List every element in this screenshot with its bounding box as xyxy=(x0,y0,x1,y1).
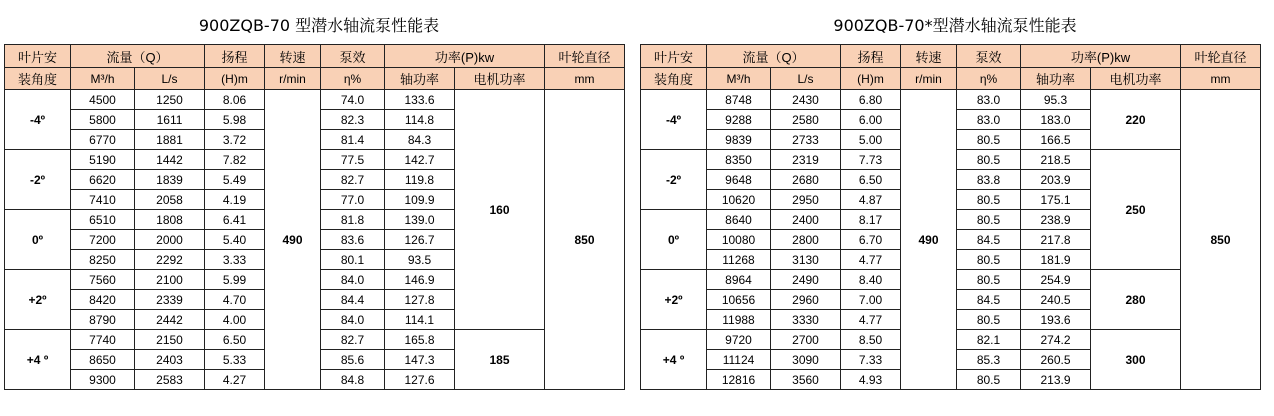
flow-ls: 2583 xyxy=(135,370,205,390)
header-speed: 转速 xyxy=(265,45,321,68)
head: 6.41 xyxy=(205,210,265,230)
efficiency: 85.6 xyxy=(321,350,385,370)
header-blade-angle-2: 装角度 xyxy=(5,68,71,90)
efficiency: 84.8 xyxy=(321,370,385,390)
flow-ls: 3090 xyxy=(771,350,841,370)
head: 6.50 xyxy=(205,330,265,350)
blade-angle: +2º xyxy=(5,270,71,330)
header-efficiency: 泵效 xyxy=(957,45,1021,68)
shaft-power: 240.5 xyxy=(1021,290,1091,310)
flow-ls: 2058 xyxy=(135,190,205,210)
flow-m3h: 4500 xyxy=(71,90,135,110)
flow-m3h: 8790 xyxy=(71,310,135,330)
blade-angle: +2º xyxy=(641,270,707,330)
efficiency: 83.8 xyxy=(957,170,1021,190)
motor-power: 160 xyxy=(455,90,545,330)
head: 5.98 xyxy=(205,110,265,130)
table-row xyxy=(641,90,1261,110)
head: 4.27 xyxy=(205,370,265,390)
header-blade-angle: 叶片安 xyxy=(5,45,71,68)
head: 8.40 xyxy=(841,270,901,290)
speed: 490 xyxy=(265,90,321,390)
flow-m3h: 5800 xyxy=(71,110,135,130)
efficiency: 83.0 xyxy=(957,110,1021,130)
head: 3.33 xyxy=(205,250,265,270)
header-blade-angle-2: 装角度 xyxy=(641,68,707,90)
shaft-power: 183.0 xyxy=(1021,110,1091,130)
flow-ls: 2733 xyxy=(771,130,841,150)
flow-ls: 2580 xyxy=(771,110,841,130)
motor-power: 280 xyxy=(1091,270,1181,330)
efficiency: 82.1 xyxy=(957,330,1021,350)
efficiency: 80.5 xyxy=(957,210,1021,230)
flow-ls: 2950 xyxy=(771,190,841,210)
flow-ls: 2339 xyxy=(135,290,205,310)
header-flow-ls: L/s xyxy=(135,68,205,90)
flow-m3h: 11988 xyxy=(707,310,771,330)
shaft-power: 95.3 xyxy=(1021,90,1091,110)
blade-angle: -4º xyxy=(5,90,71,150)
flow-m3h: 7740 xyxy=(71,330,135,350)
efficiency: 80.5 xyxy=(957,130,1021,150)
flow-m3h: 8420 xyxy=(71,290,135,310)
flow-ls: 2490 xyxy=(771,270,841,290)
shaft-power: 84.3 xyxy=(385,130,455,150)
blade-angle: -2º xyxy=(5,150,71,210)
header-row xyxy=(5,45,625,68)
header-power: 功率(P)kw xyxy=(385,45,545,68)
impeller-diameter: 850 xyxy=(545,90,625,390)
flow-m3h: 8964 xyxy=(707,270,771,290)
flow-m3h: 9300 xyxy=(71,370,135,390)
efficiency: 82.3 xyxy=(321,110,385,130)
flow-m3h: 7560 xyxy=(71,270,135,290)
blade-angle: 0º xyxy=(641,210,707,270)
head: 6.50 xyxy=(841,170,901,190)
shaft-power: 127.8 xyxy=(385,290,455,310)
shaft-power: 127.6 xyxy=(385,370,455,390)
blade-angle: 0º xyxy=(5,210,71,270)
head: 6.70 xyxy=(841,230,901,250)
head: 5.00 xyxy=(841,130,901,150)
shaft-power: 126.7 xyxy=(385,230,455,250)
blade-angle: -4º xyxy=(641,90,707,150)
shaft-power: 146.9 xyxy=(385,270,455,290)
shaft-power: 193.6 xyxy=(1021,310,1091,330)
impeller-diameter: 850 xyxy=(1181,90,1261,390)
flow-ls: 1839 xyxy=(135,170,205,190)
blade-angle: +4 º xyxy=(5,330,71,390)
efficiency: 80.5 xyxy=(957,150,1021,170)
flow-ls: 2680 xyxy=(771,170,841,190)
header-flow-m3h: M³/h xyxy=(707,68,771,90)
shaft-power: 142.7 xyxy=(385,150,455,170)
efficiency: 80.5 xyxy=(957,310,1021,330)
header-row xyxy=(5,68,625,90)
head: 7.00 xyxy=(841,290,901,310)
flow-m3h: 12816 xyxy=(707,370,771,390)
head: 8.06 xyxy=(205,90,265,110)
flow-ls: 1250 xyxy=(135,90,205,110)
efficiency: 83.6 xyxy=(321,230,385,250)
header-flow-ls: L/s xyxy=(771,68,841,90)
header-row xyxy=(641,45,1261,68)
flow-m3h: 8250 xyxy=(71,250,135,270)
flow-ls: 2403 xyxy=(135,350,205,370)
shaft-power: 203.9 xyxy=(1021,170,1091,190)
efficiency: 84.4 xyxy=(321,290,385,310)
shaft-power: 93.5 xyxy=(385,250,455,270)
efficiency: 80.1 xyxy=(321,250,385,270)
head: 7.73 xyxy=(841,150,901,170)
head: 4.70 xyxy=(205,290,265,310)
flow-ls: 3330 xyxy=(771,310,841,330)
flow-ls: 2150 xyxy=(135,330,205,350)
table-title-left: 900ZQB-70 型潜水轴流泵性能表 xyxy=(198,16,440,35)
performance-table-right xyxy=(640,44,1261,390)
efficiency: 77.5 xyxy=(321,150,385,170)
head: 4.77 xyxy=(841,250,901,270)
flow-m3h: 10080 xyxy=(707,230,771,250)
flow-ls: 2430 xyxy=(771,90,841,110)
head: 4.87 xyxy=(841,190,901,210)
efficiency: 85.3 xyxy=(957,350,1021,370)
efficiency: 80.5 xyxy=(957,270,1021,290)
flow-m3h: 9839 xyxy=(707,130,771,150)
flow-m3h: 8650 xyxy=(71,350,135,370)
head: 6.00 xyxy=(841,110,901,130)
header-impeller-unit: mm xyxy=(545,68,625,90)
header-flow: 流量（Q） xyxy=(707,45,841,68)
head: 5.40 xyxy=(205,230,265,250)
header-motor-power: 电机功率 xyxy=(455,68,545,90)
header-shaft-power: 轴功率 xyxy=(1021,68,1091,90)
head: 4.77 xyxy=(841,310,901,330)
efficiency: 82.7 xyxy=(321,170,385,190)
head: 5.33 xyxy=(205,350,265,370)
efficiency: 83.0 xyxy=(957,90,1021,110)
flow-ls: 1442 xyxy=(135,150,205,170)
flow-m3h: 8748 xyxy=(707,90,771,110)
performance-table-left xyxy=(4,44,625,390)
speed: 490 xyxy=(901,90,957,390)
efficiency: 77.0 xyxy=(321,190,385,210)
header-head: 扬程 xyxy=(205,45,265,68)
flow-ls: 2800 xyxy=(771,230,841,250)
shaft-power: 213.9 xyxy=(1021,370,1091,390)
efficiency: 80.5 xyxy=(957,190,1021,210)
flow-ls: 2960 xyxy=(771,290,841,310)
efficiency: 84.5 xyxy=(957,230,1021,250)
shaft-power: 218.5 xyxy=(1021,150,1091,170)
flow-m3h: 9648 xyxy=(707,170,771,190)
efficiency: 80.5 xyxy=(957,370,1021,390)
flow-ls: 2400 xyxy=(771,210,841,230)
flow-m3h: 6770 xyxy=(71,130,135,150)
efficiency: 80.5 xyxy=(957,250,1021,270)
shaft-power: 114.8 xyxy=(385,110,455,130)
flow-m3h: 11124 xyxy=(707,350,771,370)
flow-ls: 2292 xyxy=(135,250,205,270)
flow-m3h: 9720 xyxy=(707,330,771,350)
efficiency: 84.5 xyxy=(957,290,1021,310)
head: 5.99 xyxy=(205,270,265,290)
header-impeller-diameter: 叶轮直径 xyxy=(545,45,625,68)
header-flow-m3h: M³/h xyxy=(71,68,135,90)
shaft-power: 165.8 xyxy=(385,330,455,350)
header-efficiency-unit: η% xyxy=(957,68,1021,90)
header-head-unit: (H)m xyxy=(841,68,901,90)
flow-m3h: 5190 xyxy=(71,150,135,170)
motor-power: 185 xyxy=(455,330,545,390)
head: 4.00 xyxy=(205,310,265,330)
efficiency: 84.0 xyxy=(321,270,385,290)
header-efficiency-unit: η% xyxy=(321,68,385,90)
efficiency: 74.0 xyxy=(321,90,385,110)
flow-ls: 2000 xyxy=(135,230,205,250)
shaft-power: 139.0 xyxy=(385,210,455,230)
flow-m3h: 8640 xyxy=(707,210,771,230)
header-shaft-power: 轴功率 xyxy=(385,68,455,90)
shaft-power: 260.5 xyxy=(1021,350,1091,370)
flow-ls: 2319 xyxy=(771,150,841,170)
efficiency: 81.8 xyxy=(321,210,385,230)
shaft-power: 133.6 xyxy=(385,90,455,110)
flow-ls: 3560 xyxy=(771,370,841,390)
header-head-unit: (H)m xyxy=(205,68,265,90)
flow-ls: 1611 xyxy=(135,110,205,130)
flow-m3h: 10620 xyxy=(707,190,771,210)
blade-angle: +4 º xyxy=(641,330,707,390)
shaft-power: 119.8 xyxy=(385,170,455,190)
header-motor-power: 电机功率 xyxy=(1091,68,1181,90)
head: 5.49 xyxy=(205,170,265,190)
flow-ls: 1808 xyxy=(135,210,205,230)
head: 8.17 xyxy=(841,210,901,230)
header-power: 功率(P)kw xyxy=(1021,45,1181,68)
flow-m3h: 9288 xyxy=(707,110,771,130)
motor-power: 300 xyxy=(1091,330,1181,390)
header-speed-unit: r/min xyxy=(265,68,321,90)
flow-ls: 3130 xyxy=(771,250,841,270)
flow-ls: 2700 xyxy=(771,330,841,350)
flow-m3h: 6510 xyxy=(71,210,135,230)
flow-ls: 2442 xyxy=(135,310,205,330)
head: 3.72 xyxy=(205,130,265,150)
header-flow: 流量（Q） xyxy=(71,45,205,68)
flow-m3h: 10656 xyxy=(707,290,771,310)
head: 7.33 xyxy=(841,350,901,370)
shaft-power: 147.3 xyxy=(385,350,455,370)
shaft-power: 109.9 xyxy=(385,190,455,210)
shaft-power: 175.1 xyxy=(1021,190,1091,210)
head: 7.82 xyxy=(205,150,265,170)
head: 8.50 xyxy=(841,330,901,350)
flow-ls: 1881 xyxy=(135,130,205,150)
header-speed: 转速 xyxy=(901,45,957,68)
shaft-power: 238.9 xyxy=(1021,210,1091,230)
flow-m3h: 6620 xyxy=(71,170,135,190)
header-speed-unit: r/min xyxy=(901,68,957,90)
motor-power: 220 xyxy=(1091,90,1181,150)
header-impeller-unit: mm xyxy=(1181,68,1261,90)
header-impeller-diameter: 叶轮直径 xyxy=(1181,45,1261,68)
flow-m3h: 11268 xyxy=(707,250,771,270)
shaft-power: 114.1 xyxy=(385,310,455,330)
efficiency: 81.4 xyxy=(321,130,385,150)
shaft-power: 181.9 xyxy=(1021,250,1091,270)
table-row xyxy=(5,90,625,110)
head: 6.80 xyxy=(841,90,901,110)
efficiency: 82.7 xyxy=(321,330,385,350)
header-blade-angle: 叶片安 xyxy=(641,45,707,68)
flow-m3h: 7200 xyxy=(71,230,135,250)
header-head: 扬程 xyxy=(841,45,901,68)
efficiency: 84.0 xyxy=(321,310,385,330)
table-title-right: 900ZQB-70*型潜水轴流泵性能表 xyxy=(833,16,1077,35)
header-efficiency: 泵效 xyxy=(321,45,385,68)
flow-m3h: 7410 xyxy=(71,190,135,210)
motor-power: 250 xyxy=(1091,150,1181,270)
head: 4.19 xyxy=(205,190,265,210)
header-row xyxy=(641,68,1261,90)
shaft-power: 274.2 xyxy=(1021,330,1091,350)
blade-angle: -2º xyxy=(641,150,707,210)
head: 4.93 xyxy=(841,370,901,390)
shaft-power: 217.8 xyxy=(1021,230,1091,250)
shaft-power: 166.5 xyxy=(1021,130,1091,150)
shaft-power: 254.9 xyxy=(1021,270,1091,290)
flow-m3h: 8350 xyxy=(707,150,771,170)
flow-ls: 2100 xyxy=(135,270,205,290)
